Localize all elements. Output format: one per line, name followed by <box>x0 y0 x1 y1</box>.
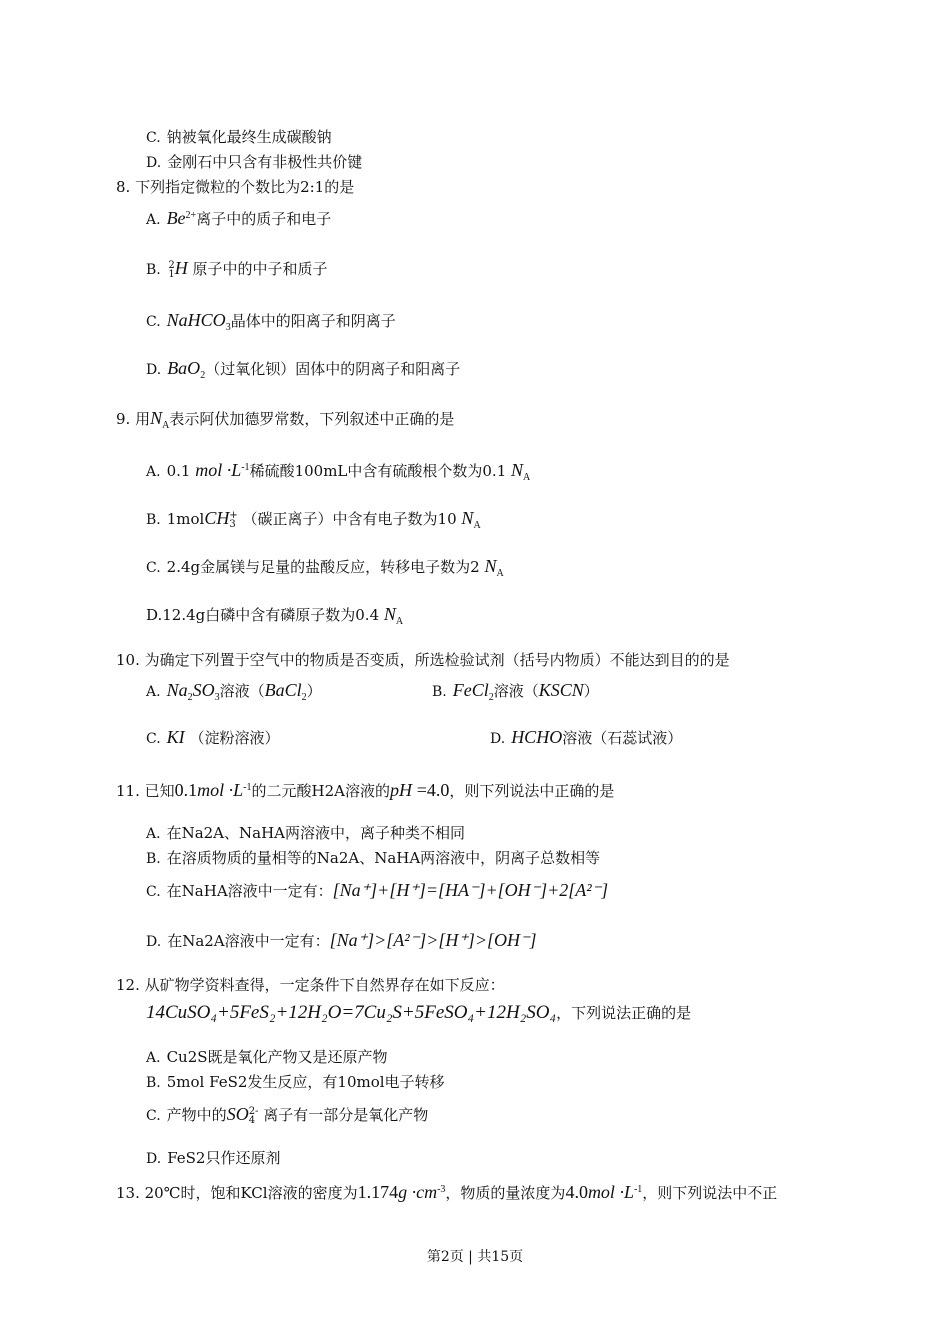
q8-option-a: A. $Be^{2+}$离子中的质子和电子 <box>146 208 332 228</box>
q10-option-a: A. $Na_2SO_3$溶液（BaCl$_2$） <box>146 680 322 703</box>
q7-option-c: C. 钠被氧化最终生成碳酸钠 <box>146 128 332 146</box>
q9-option-a: A. 0.1 mol $\cdot L^{-1}$稀硫酸100mL中含有硫酸根个数为0.1 $N_A$ <box>146 460 531 483</box>
q13-stem: 13. 20℃时，饱和KCl溶液的密度为$1.174g \cdot cm^{-3}$，物质的量浓度为$4.0mol \cdot L^{-1}$，则下列说法中不正 <box>116 1182 778 1202</box>
q10-option-b: B. FeCl$_2$溶液（KSCN） <box>432 680 599 703</box>
q8-option-b: B. 2 1 H 原子中的中子和质子 <box>146 258 328 280</box>
q8-option-d: D. BaO$_2$（过氧化钡）固体中的阴离子和阳离子 <box>146 358 461 381</box>
page-footer: 第2页 | 共15页 <box>426 1249 524 1265</box>
q11-c-equation: [Na⁺]+[H⁺]=[HA⁻]+[OH⁻]+2[A²⁻] <box>332 880 609 900</box>
q11-option-d: D. 在Na2A溶液中一定有：[Na⁺]>[A²⁻]>[H⁺]>[OH⁻] <box>146 930 537 950</box>
q11-option-a: A. 在Na2A、NaHA两溶液中，离子种类不相同 <box>146 824 465 842</box>
q12-equation-line: 14CuSO₄+5FeS₂+12H₂O=7Cu₂S+5FeSO₄+12H₂SO₄，下列说法正确的是 <box>146 1002 692 1023</box>
q7-option-d: D. 金刚石中只含有非极性共价键 <box>146 153 363 171</box>
q9-option-b: B. 1molCH + 3 （碳正离子）中含有电子数为10 $N_A$ <box>146 508 481 531</box>
q12-option-a: A. Cu2S既是氧化产物又是还原产物 <box>146 1048 388 1066</box>
q9-option-c: C. 2.4g金属镁与足量的盐酸反应，转移电子数为2 $N_A$ <box>146 556 504 579</box>
q12-option-d: D. FeS2只作还原剂 <box>146 1149 281 1167</box>
q12-option-b: B. 5mol FeS2发生反应，有10mol电子转移 <box>146 1073 445 1091</box>
q12-stem: 12. 从矿物学资料查得，一定条件下自然界存在如下反应： <box>116 976 505 994</box>
q10-option-c: C. KI （淀粉溶液） <box>146 727 280 747</box>
q11-d-equation: [Na⁺]>[A²⁻]>[H⁺]>[OH⁻] <box>329 930 537 950</box>
q12-equation: 14CuSO₄+5FeS₂+12H₂O=7Cu₂S+5FeSO₄+12H₂SO₄ <box>146 1002 557 1023</box>
q9-stem: 9. 用$N_A$表示阿伏加德罗常数，下列叙述中正确的是 <box>116 408 455 431</box>
q10-stem: 10. 为确定下列置于空气中的物质是否变质，所选检验试剂（括号内物质）不能达到目的的是 <box>116 651 730 669</box>
q11-option-c: C. 在NaHA溶液中一定有：[Na⁺]+[H⁺]=[HA⁻]+[OH⁻]+2[A²⁻] <box>146 880 609 900</box>
q8-option-c: C. NaHCO$_3$晶体中的阳离子和阴离子 <box>146 310 396 333</box>
q10-option-d: D. HCHO溶液（石蕊试液） <box>490 727 683 747</box>
q11-stem: 11. 已知$0.1mol \cdot L^{-1}$的二元酸H2A溶液的pH =4.0，则下列说法中正确的是 <box>116 780 615 800</box>
q12-option-c: C. 产物中的SO 2- 4 离子有一部分是氧化产物 <box>146 1104 429 1126</box>
q9-option-d: D.12.4g白磷中含有磷原子数为0.4 $N_A$ <box>146 604 404 627</box>
q8-stem: 8. 下列指定微粒的个数比为2:1的是 <box>116 178 355 196</box>
q11-option-b: B. 在溶质物质的量相等的Na2A、NaHA两溶液中，阴离子总数相等 <box>146 849 601 867</box>
